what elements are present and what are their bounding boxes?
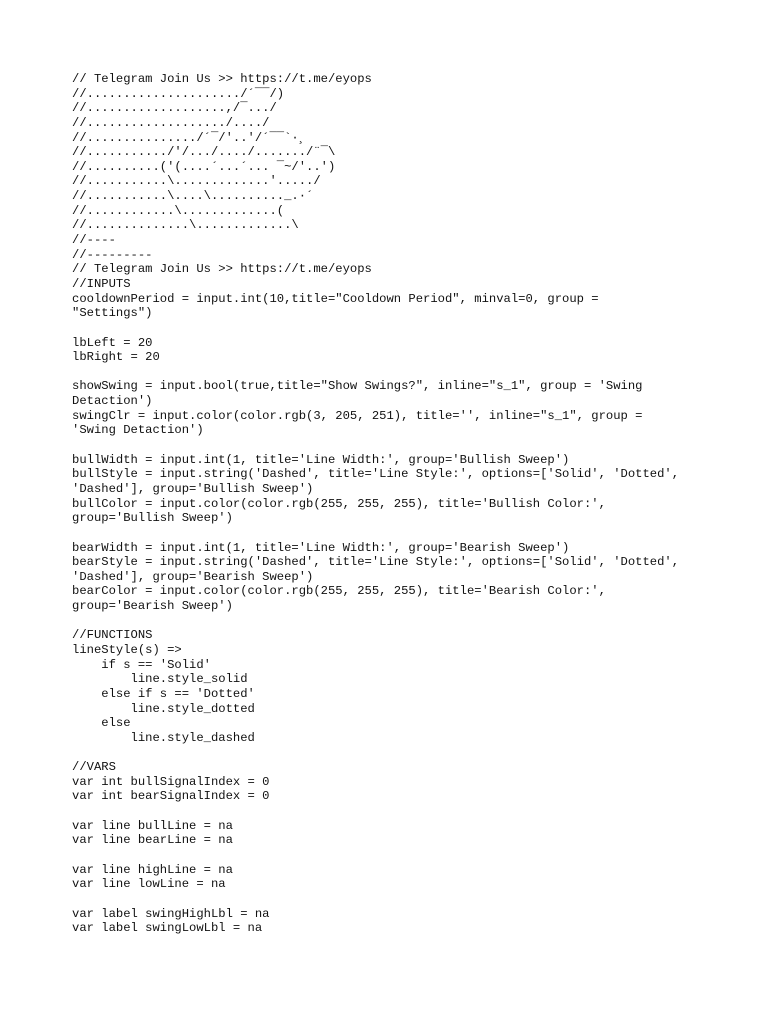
code-line: var label swingHighLbl = na [72, 906, 270, 921]
code-line: bearColor = input.color(color.rgb(255, 255, 255), title='Bearish Color:', [72, 584, 606, 599]
code-line: lbRight = 20 [72, 350, 160, 365]
code-line [72, 526, 732, 541]
code-line: var line bullLine = na [72, 818, 233, 833]
code-line: bearStyle = input.string('Dashed', title='Line Style:', options=['Solid', 'Dotted', [72, 555, 680, 570]
code-line: //.............../´¯/'..'/´¯¯`·¸ [72, 130, 307, 145]
code-line: var line lowLine = na [72, 877, 226, 892]
code-line: //..........('(....´...´... ¯~/'..') [72, 159, 336, 174]
code-line: //INPUTS [72, 276, 131, 291]
code-line: var int bearSignalIndex = 0 [72, 789, 270, 804]
code-line [72, 614, 732, 629]
code-line: cooldownPeriod = input.int(10,title="Cooldown Period", minval=0, group = [72, 291, 599, 306]
code-line: else if s == 'Dotted' [72, 686, 255, 701]
code-document [72, 72, 732, 936]
code-line: //...........\.............'...../ [72, 174, 321, 189]
code-line: line.style_dotted [72, 701, 255, 716]
code-line: showSwing = input.bool(true,title="Show Swings?", inline="s_1", group = 'Swing [72, 379, 643, 394]
code-line: var int bullSignalIndex = 0 [72, 774, 270, 789]
code-line: // Telegram Join Us >> https://t.me/eyops [72, 72, 372, 86]
code-line [72, 745, 732, 760]
code-line: //--------- [72, 247, 153, 262]
code-line: //---- [72, 233, 116, 248]
code-line: 'Swing Detaction') [72, 423, 204, 438]
code-line: group='Bullish Sweep') [72, 511, 233, 526]
code-line: //..............\.............\ [72, 218, 299, 233]
code-line [72, 438, 732, 453]
code-line: // Telegram Join Us >> https://t.me/eyops [72, 262, 372, 277]
code-line: bullWidth = input.int(1, title='Line Width:', group='Bullish Sweep') [72, 452, 570, 467]
code-line: //...........\....\.........._.·´ [72, 189, 314, 204]
code-line: else [72, 716, 131, 731]
code-line: 'Dashed'], group='Bullish Sweep') [72, 481, 314, 496]
code-line: //.................../..../ [72, 115, 270, 130]
code-line [72, 365, 732, 380]
code-line: bearWidth = input.int(1, title='Line Width:', group='Bearish Sweep') [72, 540, 570, 555]
code-line [72, 892, 732, 907]
code-line: //...................../´¯¯/) [72, 86, 285, 101]
code-line: 'Dashed'], group='Bearish Sweep') [72, 569, 314, 584]
code-line: //...................,/¯.../ [72, 101, 277, 116]
code-line: group='Bearish Sweep') [72, 599, 233, 614]
code-line: if s == 'Solid' [72, 657, 211, 672]
code-line: Detaction') [72, 394, 153, 409]
code-line: var line highLine = na [72, 862, 233, 877]
code-line: bullColor = input.color(color.rgb(255, 255, 255), title='Bullish Color:', [72, 496, 606, 511]
code-line: //.........../'/.../..../......./¨¯\ [72, 145, 336, 160]
code-line: //............\.............( [72, 203, 285, 218]
code-line: //VARS [72, 760, 116, 775]
code-line: var label swingLowLbl = na [72, 921, 263, 936]
code-line [72, 804, 732, 819]
code-line: var line bearLine = na [72, 833, 233, 848]
code-line: lineStyle(s) => [72, 642, 182, 657]
code-line: lbLeft = 20 [72, 335, 153, 350]
code-line [72, 321, 732, 336]
code-line: line.style_solid [72, 672, 248, 687]
code-line: bullStyle = input.string('Dashed', title='Line Style:', options=['Solid', 'Dotted', [72, 467, 680, 482]
code-line: swingClr = input.color(color.rgb(3, 205, 251), title='', inline="s_1", group = [72, 408, 643, 423]
code-line [72, 848, 732, 863]
code-line: line.style_dashed [72, 730, 255, 745]
code-line: "Settings") [72, 306, 153, 321]
code-line: //FUNCTIONS [72, 628, 153, 643]
